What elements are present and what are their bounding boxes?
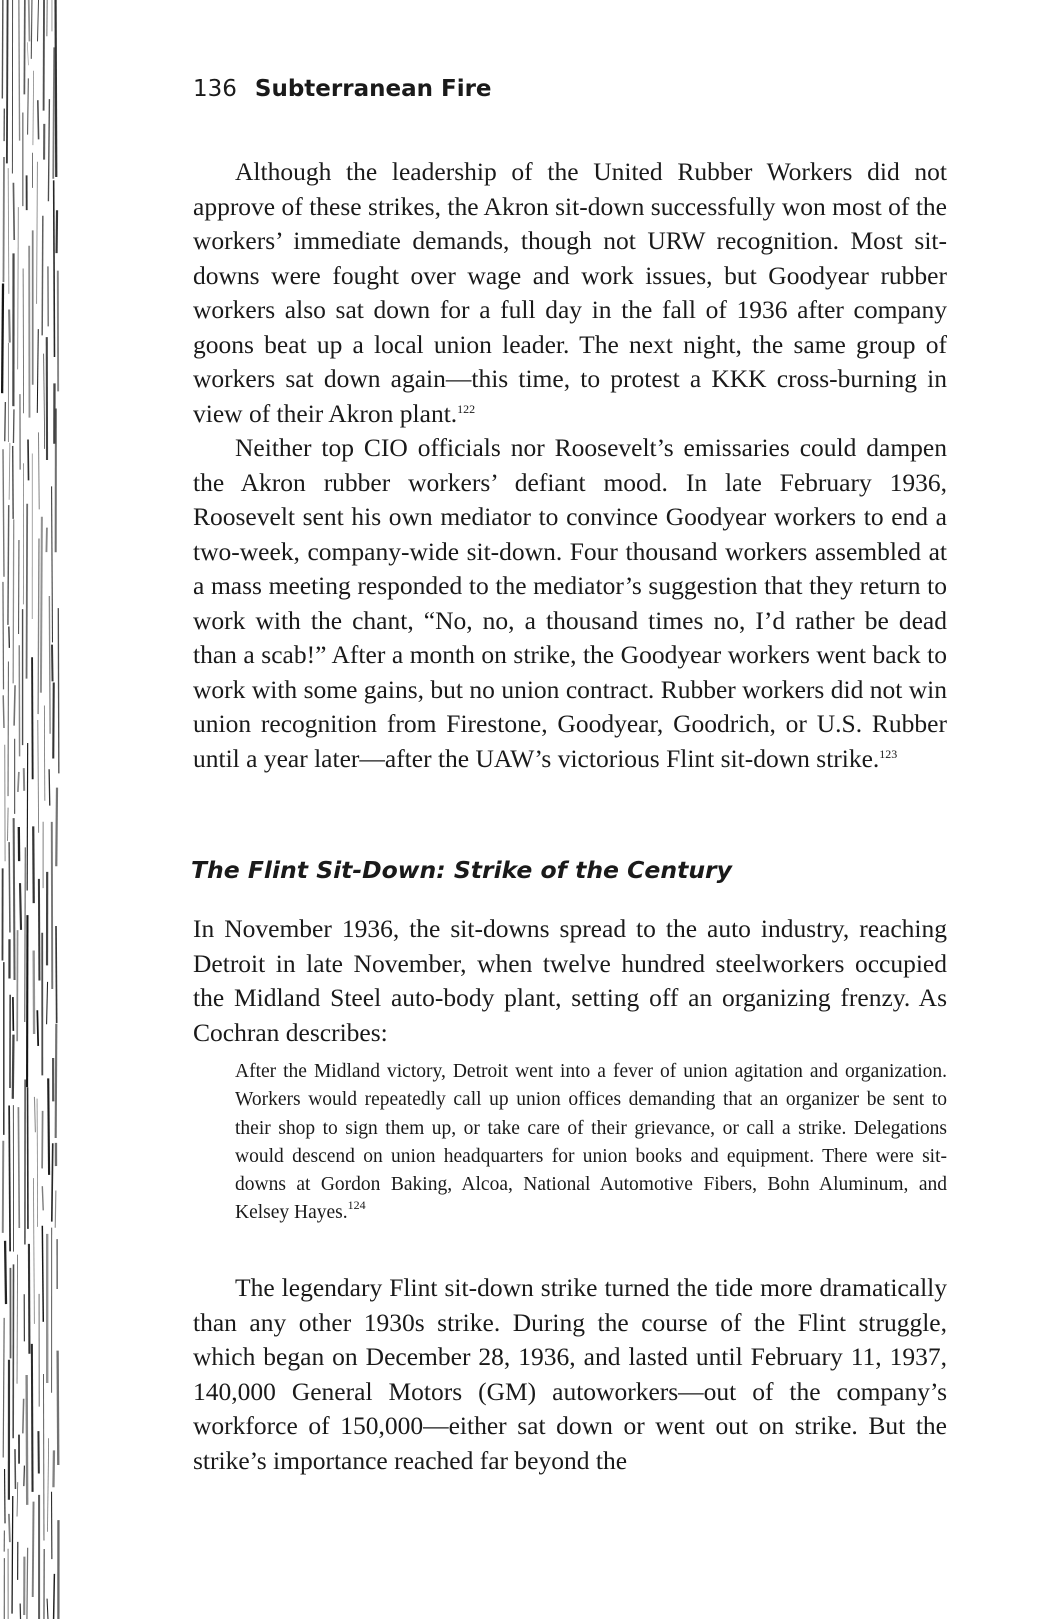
paragraph-text: Although the leadership of the United Rubber Workers did not approve of these strikes, the Akron sit-down successfully won most of the workers’ immediate demands, though not URW recognition. Most sit-downs were fought over wage and work issues, but Goodyear rubber workers also sat down for a full day in the fall of 1936 after company goons beat up a local union leader. The next night, the same group of workers sat down again—this time, to protest a KKK cross-burning in view of their Akron plant. (193, 157, 947, 428)
paragraph-text: Neither top CIO officials nor Roosevelt’s emissaries could dampen the Akron rubber workers’ defiant mood. In late February 1936, Roosevelt sent his own mediator to convince Goodyear workers to end a two-week, company-wide sit-down. Four thousand workers assembled at a mass meeting responded to the mediator’s suggestion that they return to work with the chant, “No, no, a thousand times no, I’d rather be dead than a scab!” After a month on strike, the Goodyear workers went back to work with some gains, but no union contract. Rubber workers did not win union recognition from Firestone, Goodyear, Goodrich, or U.S. Rubber until a year later—after the UAW’s victorious Flint sit-down strike. (193, 433, 947, 773)
scan-edge-stroke (52, 645, 53, 682)
scan-edge-stroke (37, 329, 38, 413)
scan-binding-edge (0, 0, 62, 1619)
scan-edge-stroke (33, 826, 34, 903)
scan-edge-stroke (38, 0, 39, 41)
scan-edge-stroke (32, 1344, 33, 1492)
scan-edge-stroke (29, 0, 30, 41)
scan-edge-stroke (42, 1226, 43, 1322)
scan-edge-stroke (9, 309, 10, 342)
scan-edge-stroke (56, 926, 57, 1023)
scan-edge-stroke (37, 1099, 38, 1227)
scan-edge-stroke (47, 982, 48, 1024)
scan-edge-stroke (29, 1244, 30, 1354)
scan-edge-stroke (49, 769, 50, 805)
footnote-ref: 122 (457, 401, 476, 416)
scan-edge-stroke (38, 432, 39, 509)
scan-edge-stroke (12, 1496, 13, 1614)
block-quote-cochran (235, 1058, 947, 1228)
paragraph-detroit-spread: In November 1936, the sit-downs spread to the auto industry, reaching Detroit in late November, when twelve hundred steelworkers occupied the Midland Steel auto-body plant, setting off an organizing frenzy. As Cochran describes: (193, 914, 947, 1047)
scan-edge-stroke (13, 519, 14, 683)
scan-edge-stroke (34, 1097, 35, 1132)
scan-edge-stroke (18, 772, 19, 792)
scan-edge-stroke (17, 1482, 18, 1516)
paragraph-akron-sitdown (193, 155, 947, 431)
scan-edge-stroke (23, 1399, 24, 1434)
scan-edge-stroke (33, 1178, 34, 1324)
page-number: 136 (193, 76, 237, 102)
scan-edge-stroke (28, 440, 29, 481)
scan-edge-stroke (31, 0, 32, 59)
scan-edge-stroke (53, 47, 54, 178)
scan-edge-stroke (14, 818, 15, 980)
scan-edge-stroke (48, 1438, 49, 1532)
scan-edge-stroke (18, 207, 19, 369)
scan-edge-stroke (33, 1502, 34, 1597)
scan-edge-stroke (19, 0, 20, 141)
scan-edge-stroke (44, 705, 45, 800)
scan-edge-stroke (9, 842, 10, 932)
scan-edge-stroke (42, 1186, 43, 1210)
scan-edge-stroke (18, 1107, 19, 1228)
scan-edge-stroke (27, 1375, 28, 1505)
running-head (193, 76, 492, 102)
scan-edge-stroke (56, 788, 57, 867)
scan-edge-stroke (7, 0, 8, 163)
scan-edge-stroke (38, 720, 39, 833)
scan-edge-stroke (56, 0, 57, 177)
scan-edge-stroke (52, 486, 53, 642)
section-heading: The Flint Sit-Down: Strike of the Century (191, 856, 732, 884)
scan-edge-stroke (38, 100, 39, 139)
scan-edge-stroke (58, 1351, 59, 1465)
scan-edge-stroke (27, 1548, 28, 1619)
scan-edge-stroke (3, 157, 4, 282)
scan-edge-stroke (3, 1141, 4, 1233)
scan-edge-stroke (37, 1010, 38, 1046)
scan-edge-stroke (8, 168, 9, 294)
scan-edge-stroke (28, 78, 29, 134)
paragraph-flint-strike: The legendary Flint sit-down strike turned the tide more dramatically than any other 1930s strike. During the course of the Flint struggle, which began on December 28, 1936, and lasted until February 11, 1937, 140,000 General Motors (GM) autoworkers—out of the company’s workforce of 150,000—either sat down or went out on strike. But the strike’s importance reached far beyond the (193, 1273, 947, 1475)
scan-edge-stroke (55, 1191, 56, 1228)
scan-edge-stroke (5, 1241, 6, 1304)
scan-edge-stroke (38, 538, 39, 714)
scan-edge-stroke (53, 1450, 54, 1487)
scan-edge-stroke (39, 879, 40, 981)
scan-edge-stroke (32, 657, 33, 779)
scan-edge-stroke (3, 695, 4, 728)
scan-edge-stroke (54, 1574, 55, 1619)
scan-edge-stroke (9, 443, 10, 500)
scan-edge-stroke (13, 183, 14, 240)
paragraphs-top (193, 155, 947, 776)
scan-edge-stroke (8, 505, 9, 625)
scan-edge-stroke (25, 847, 26, 1022)
scan-edge-stroke (14, 685, 15, 725)
scan-edge-stroke (2, 0, 3, 98)
footnote-ref: 123 (879, 746, 898, 761)
scan-edge-stroke (33, 71, 34, 145)
paragraph-section-intro-wrap (193, 912, 947, 1050)
scan-edge-stroke (17, 1255, 18, 1384)
quote-text: After the Midland victory, Detroit went into a fever of union agitation and organization. Workers would repeatedly call up union offices demanding that an organizer be sent to their shop to sign them up, or take care of their grievance, or call a strike. Delegations would descend on union headquarters for union books and equipment. There were sit-downs at Gordon Baking, Alcoa, National Automotive Fibers, Bohn Aluminum, and Kelsey Hayes. (235, 1061, 947, 1224)
scan-edge-stroke (5, 402, 6, 441)
scan-edge-stroke (3, 582, 4, 690)
scan-edge-stroke (24, 1466, 25, 1487)
scan-edge-stroke (9, 1514, 10, 1542)
scan-edge-stroke (9, 1105, 10, 1251)
book-title: Subterranean Fire (254, 76, 492, 102)
paragraph-roosevelt-mediator (193, 431, 947, 776)
scan-edge-stroke (48, 99, 49, 201)
scan-edge-stroke (41, 517, 42, 693)
scan-edge-stroke (47, 1599, 48, 1619)
scan-edge-stroke (52, 1143, 53, 1221)
scan-edge-stroke (2, 284, 3, 394)
scan-edge-stroke (27, 743, 28, 891)
scan-edge-stroke (42, 216, 43, 336)
scan-edge-stroke (58, 608, 59, 773)
scan-edge-stroke (20, 883, 21, 930)
scan-edge-stroke (3, 449, 4, 576)
scan-edge-stroke (3, 1318, 4, 1458)
scan-edge-stroke (48, 1078, 49, 1174)
scan-edge-stroke (13, 1035, 14, 1099)
footnote-ref: 124 (347, 1198, 366, 1213)
scan-edge-stroke (44, 354, 45, 449)
scan-edge-stroke (54, 180, 55, 357)
paragraph-flint-wrap (193, 1271, 947, 1478)
scan-edge-stroke (49, 596, 50, 734)
scan-edge-stroke (27, 504, 28, 679)
scan-edge-stroke (56, 1024, 57, 1138)
scan-edge-stroke (37, 162, 38, 304)
scan-edge-stroke (27, 42, 28, 65)
